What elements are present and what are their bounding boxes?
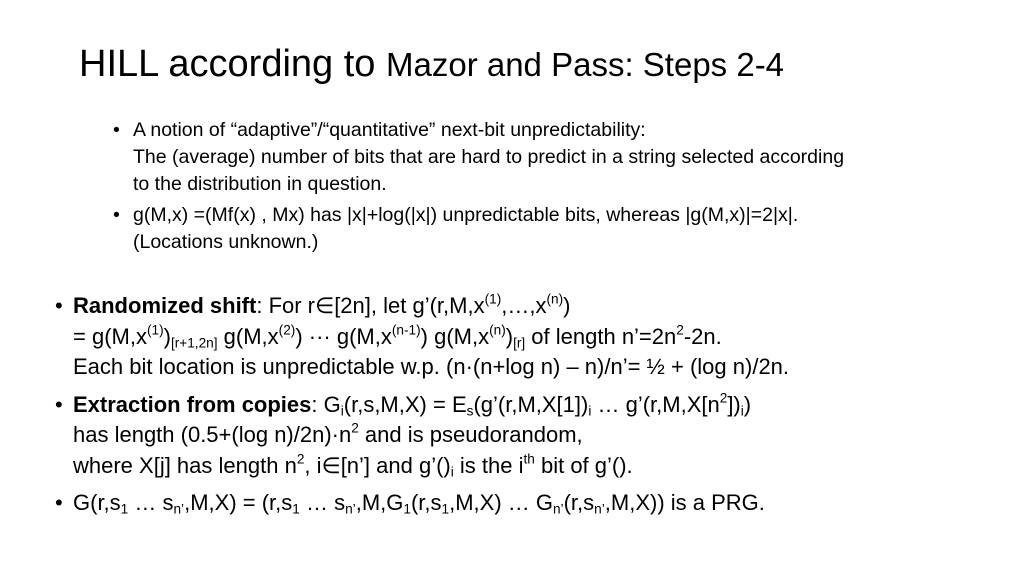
text: … g’(r,M,X[n <box>591 391 720 417</box>
main-bullet-list <box>55 291 1015 526</box>
text: [n’] and g’() <box>340 452 451 478</box>
text: ) <box>163 323 171 349</box>
element-of-symbol: ∈ <box>321 452 341 478</box>
text: ) <box>505 323 514 349</box>
subscript: n’ <box>173 501 185 517</box>
title-main: HILL according to <box>79 43 386 85</box>
text: (r,s <box>410 490 442 515</box>
text: [2n], let g’(r,M,x <box>334 293 485 318</box>
text: ) <box>743 391 752 417</box>
text: : For r <box>256 293 316 318</box>
text-line <box>73 390 1015 421</box>
subscript: n’ <box>345 501 356 517</box>
text-line <box>73 488 1015 519</box>
text: and is pseudorandom, <box>358 422 583 447</box>
slide-title <box>79 40 784 89</box>
superscript: 2 <box>719 389 728 405</box>
text: : G <box>311 391 341 417</box>
bold-label: Extraction from copies <box>73 391 312 417</box>
text: ) ··· g(M,x <box>295 323 392 349</box>
text-line: Each bit location is unpredictable w.p. (n·(n+log n) – n)/n’= ½ + (log n)/2n. <box>73 354 790 379</box>
text-line <box>73 420 1015 451</box>
subscript: i <box>588 402 592 418</box>
sub-bullet-g-definition <box>113 202 1013 256</box>
subscript: 1 <box>120 501 129 517</box>
text: ,M,X)) is a PRG. <box>604 490 765 515</box>
superscript: th <box>523 450 535 466</box>
subscript: 1 <box>292 501 300 517</box>
superscript: (1) <box>146 321 164 337</box>
text: … s <box>299 490 346 515</box>
sub-bullet-list <box>113 117 1013 260</box>
superscript: (n-1) <box>391 321 421 337</box>
subscript: i <box>340 402 344 418</box>
text: ) g(M,x <box>420 323 490 349</box>
text: ,M,X) = (r,s <box>184 490 293 515</box>
text-line: to the distribution in question. <box>133 173 387 195</box>
element-of-symbol: ∈ <box>315 293 335 318</box>
text: bit of g’(). <box>534 452 633 478</box>
bold-label: Randomized shift <box>73 293 257 318</box>
text-line <box>73 291 1015 322</box>
subscript: n’ <box>594 501 605 517</box>
text-line: (Locations unknown.) <box>133 231 319 253</box>
text: has length (0.5+(log n)/2n)·n <box>73 422 352 447</box>
text-line: • A notion of “adaptive”/“quantitative” next-bit unpredictability: <box>133 119 646 141</box>
text: ,…,x <box>501 293 547 318</box>
text: of length n’=2n <box>525 323 677 349</box>
superscript: 2 <box>296 450 305 466</box>
superscript: 2 <box>351 420 359 436</box>
text: is the i <box>453 452 524 478</box>
text: … s <box>128 490 174 515</box>
text: g(M,x <box>217 323 279 349</box>
sub-bullet-adaptive-notion <box>113 117 1013 198</box>
bullet-randomized-shift <box>55 291 1015 383</box>
text-line <box>73 322 1015 353</box>
text-line: The (average) number of bits that are hard to predict in a string selected according <box>133 146 845 168</box>
title-rest: Mazor and Pass: Steps 2-4 <box>386 46 785 83</box>
superscript: (n) <box>546 291 564 307</box>
subscript: [r] <box>513 334 526 350</box>
superscript: (1) <box>484 291 502 307</box>
text: (g’(r,M,X[1]) <box>473 391 589 417</box>
superscript: (2) <box>278 321 296 337</box>
text: G(r,s <box>73 490 121 515</box>
text: = g(M,x <box>73 323 147 349</box>
subscript: [r+1,2n] <box>170 334 218 350</box>
subscript: i <box>740 402 744 418</box>
bullet-extraction-from-copies <box>55 390 1015 482</box>
text: ) <box>563 293 571 318</box>
text: ]) <box>727 391 741 417</box>
bullet-prg <box>55 488 1015 519</box>
text: where X[j] has length n <box>73 452 297 478</box>
subscript: 1 <box>441 501 450 517</box>
text: ,M,G <box>355 490 404 515</box>
subscript: n’ <box>552 501 564 517</box>
text: (r,s,M,X) = E <box>343 391 467 417</box>
text: ,M,X) … G <box>449 490 553 515</box>
text: , i <box>304 452 322 478</box>
subscript: i <box>450 463 454 479</box>
text: (r,s <box>563 490 595 515</box>
text-line <box>73 451 1015 482</box>
text: -2n. <box>683 323 722 349</box>
superscript: 2 <box>676 321 684 337</box>
superscript: (n) <box>489 321 506 337</box>
text-line: • g(M,x) =(Mf(x) , Mx) has |x|+log(|x|) unpredictable bits, whereas |g(M,x)|=2|x|. <box>133 204 799 226</box>
subscript: s <box>466 402 474 418</box>
subscript: 1 <box>403 501 411 517</box>
